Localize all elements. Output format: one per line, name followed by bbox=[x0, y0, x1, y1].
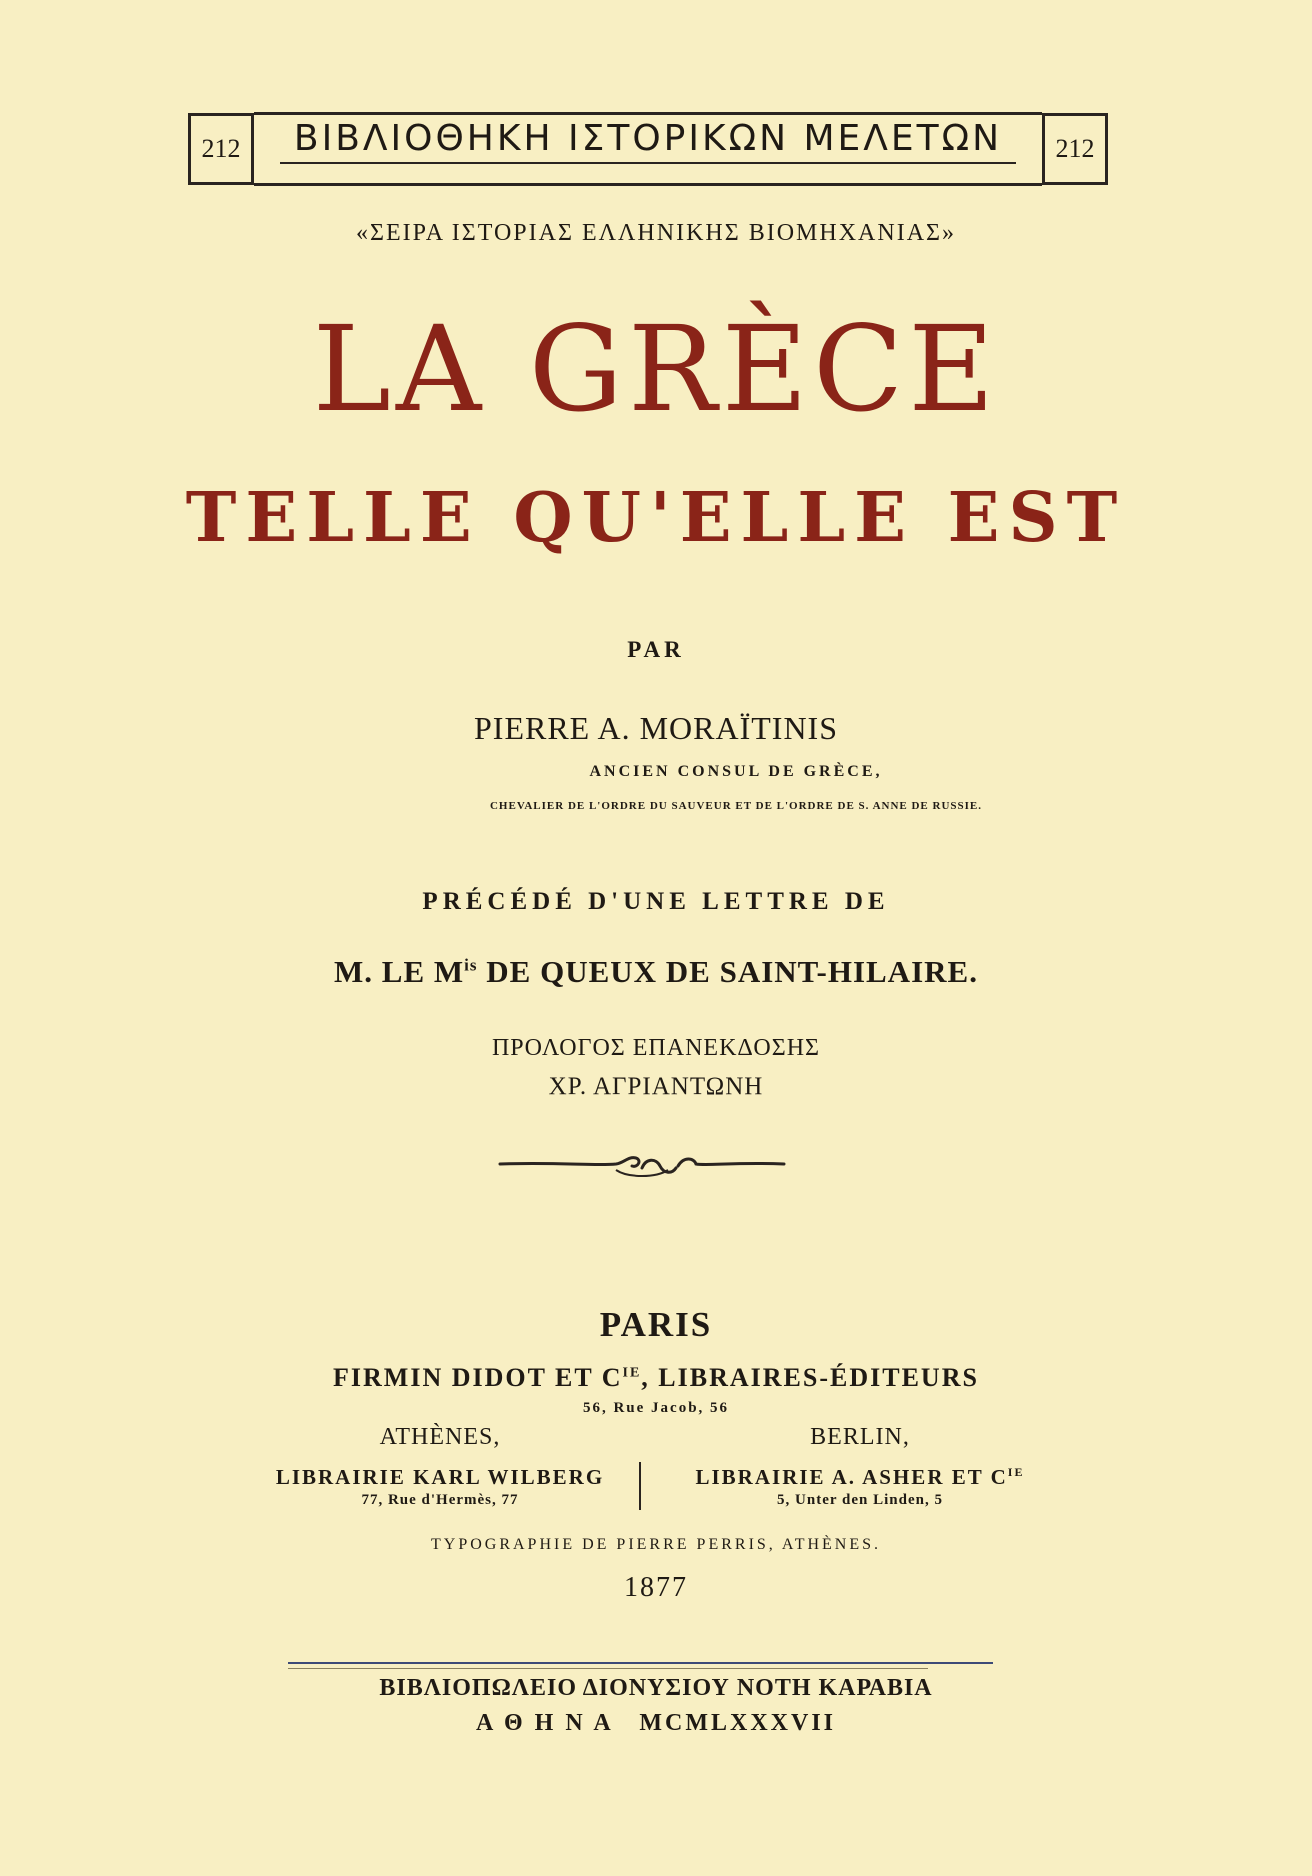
header-underline bbox=[280, 162, 1016, 164]
column-divider bbox=[639, 1462, 641, 1510]
berlin-city: BERLIN, bbox=[810, 1424, 910, 1450]
publisher-name bbox=[0, 1363, 1312, 1393]
berlin-shop-sup: IE bbox=[1007, 1465, 1025, 1479]
berlin-address: 5, Unter den Linden, 5 bbox=[777, 1492, 943, 1508]
decorative-flourish-icon bbox=[496, 1148, 788, 1188]
reprint-place-year: Α Θ Η Ν Α MCMLXXXVII bbox=[475, 1710, 836, 1736]
author-role-2: CHEVALIER DE L'ORDRE DU SAUVEUR ET DE L'ORDRE DE S. ANNE DE RUSSIE. bbox=[489, 800, 983, 812]
publication-year: 1877 bbox=[624, 1572, 688, 1603]
berlin-shop bbox=[660, 1465, 1060, 1490]
publisher-prefix: FIRMIN DIDOT ET C bbox=[333, 1363, 623, 1392]
letter-author bbox=[0, 954, 1312, 990]
prologue-label: ΠΡΟΛΟΓΟΣ ΕΠΑΝΕΚΔΟΣΗΣ bbox=[491, 1035, 821, 1061]
author-role-1: ANCIEN CONSUL DE GRÈCE, bbox=[589, 763, 883, 780]
publisher-address: 56, Rue Jacob, 56 bbox=[582, 1400, 730, 1416]
by-label: PAR bbox=[627, 637, 685, 662]
letter-author-sup: is bbox=[464, 955, 478, 975]
berlin-shop-prefix: LIBRAIRIE A. ASHER ET C bbox=[695, 1465, 1008, 1489]
athens-city: ATHÈNES, bbox=[379, 1424, 501, 1450]
athens-column bbox=[230, 1424, 650, 1509]
reprint-bookshop: ΒΙΒΛΙΟΠΩΛΕΙΟ ΔΙΟΝΥΣΙΟΥ ΝΟΤΗ ΚΑΡΑΒΙΑ bbox=[379, 1675, 933, 1701]
publisher-sup: IE bbox=[622, 1365, 642, 1381]
subseries-title: «ΣΕΙΡΑ ΙΣΤΟΡΙΑΣ ΕΛΛΗΝΙΚΗΣ ΒΙΟΜΗΧΑΝΙΑΣ» bbox=[355, 220, 956, 246]
sub-title: TELLE QU'ELLE EST bbox=[185, 478, 1127, 558]
main-title: LA GRÈCE bbox=[312, 300, 1000, 438]
imprint-city: PARIS bbox=[599, 1305, 713, 1344]
prologue-author: ΧΡ. ΑΓΡΙΑΝΤΩΝΗ bbox=[548, 1073, 764, 1100]
series-number-right: 212 bbox=[1042, 113, 1108, 185]
letter-author-rest: DE QUEUX DE SAINT-HILAIRE. bbox=[477, 954, 978, 989]
author-name: PIERRE A. MORAÏTINIS bbox=[473, 710, 838, 746]
footer-rule-secondary bbox=[288, 1668, 928, 1669]
series-title: ΒΙΒΛΙΟΘΗΚΗ ΙΣΤΟΡΙΚΩΝ ΜΕΛΕΤΩΝ bbox=[293, 118, 1003, 159]
printer-line: TYPOGRAPHIE DE PIERRE PERRIS, ATHÈNES. bbox=[430, 1536, 882, 1553]
athens-address: 77, Rue d'Hermès, 77 bbox=[361, 1492, 519, 1508]
preceded-by-label: PRÉCÉDÉ D'UNE LETTRE DE bbox=[422, 888, 890, 915]
athens-shop: LIBRAIRIE KARL WILBERG bbox=[275, 1465, 605, 1489]
berlin-column bbox=[660, 1424, 1060, 1509]
series-number-left: 212 bbox=[188, 113, 254, 185]
header-top-rule bbox=[254, 112, 1042, 115]
footer-rule bbox=[288, 1662, 993, 1664]
letter-author-prefix: M. LE M bbox=[334, 954, 465, 989]
header-bottom-rule bbox=[254, 183, 1042, 186]
publisher-rest: , LIBRAIRES-ÉDITEURS bbox=[641, 1363, 979, 1392]
